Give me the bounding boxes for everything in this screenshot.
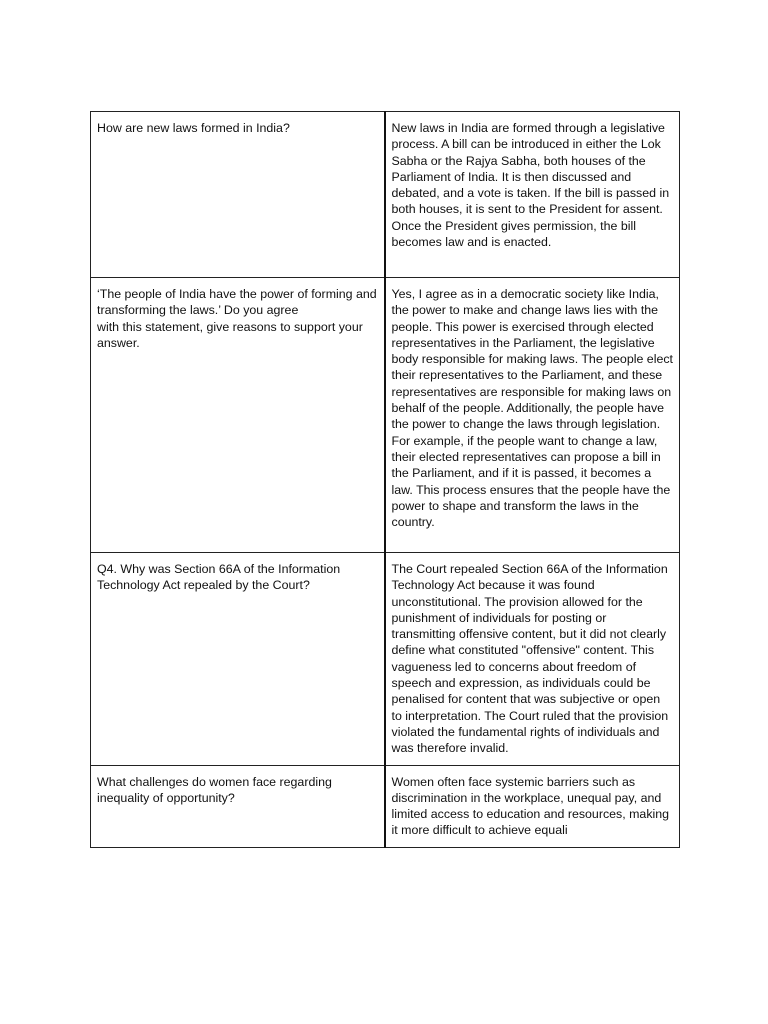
table-row [91,278,680,553]
answer-cell: Women often face systemic barriers such as discrimination in the workplace, unequal pay, and limited access to education and resources, making it more difficult to achieve equali [385,765,680,847]
qa-table [90,111,680,848]
answer-cell: Yes, I agree as in a democratic society like India, the power to make and change laws lies with the people. This power is exercised through elected representatives in the Parliament, the legislative body responsible for making laws. The people elect their representatives to the Parliament, and these representatives are responsible for making laws on behalf of the people. Additionally, the people have the power to change the laws through legislation. For example, if the people want to change a law, their elected representatives can propose a bill in the Parliament, and if it is passed, it becomes a law. This process ensures that the people have the power to shape and transform the laws in the country. [385,278,680,553]
table-row [91,765,680,847]
table-row [91,553,680,766]
answer-cell: The Court repealed Section 66A of the Information Technology Act because it was found unconstitutional. The provision allowed for the punishment of individuals for posting or transmitting offensive content, but it did not clearly define what constituted "offensive" content. This vagueness led to concerns about freedom of speech and expression, as individuals could be penalised for content that was subjective or open to interpretation. The Court ruled that the provision violated the fundamental rights of individuals and was therefore invalid. [385,553,680,766]
question-cell: How are new laws formed in India? [91,112,385,278]
question-cell: ‘The people of India have the power of forming and transforming the laws.’ Do you agree with this statement, give reasons to support your answer. [91,278,385,553]
question-cell: Q4. Why was Section 66A of the Information Technology Act repealed by the Court? [91,553,385,766]
question-cell: What challenges do women face regarding inequality of opportunity? [91,765,385,847]
answer-cell: New laws in India are formed through a legislative process. A bill can be introduced in either the Lok Sabha or the Rajya Sabha, both houses of the Parliament of India. It is then discussed and debated, and a vote is taken. If the bill is passed in both houses, it is sent to the President for assent. Once the President gives permission, the bill becomes law and is enacted. [385,112,680,278]
table-row [91,112,680,278]
